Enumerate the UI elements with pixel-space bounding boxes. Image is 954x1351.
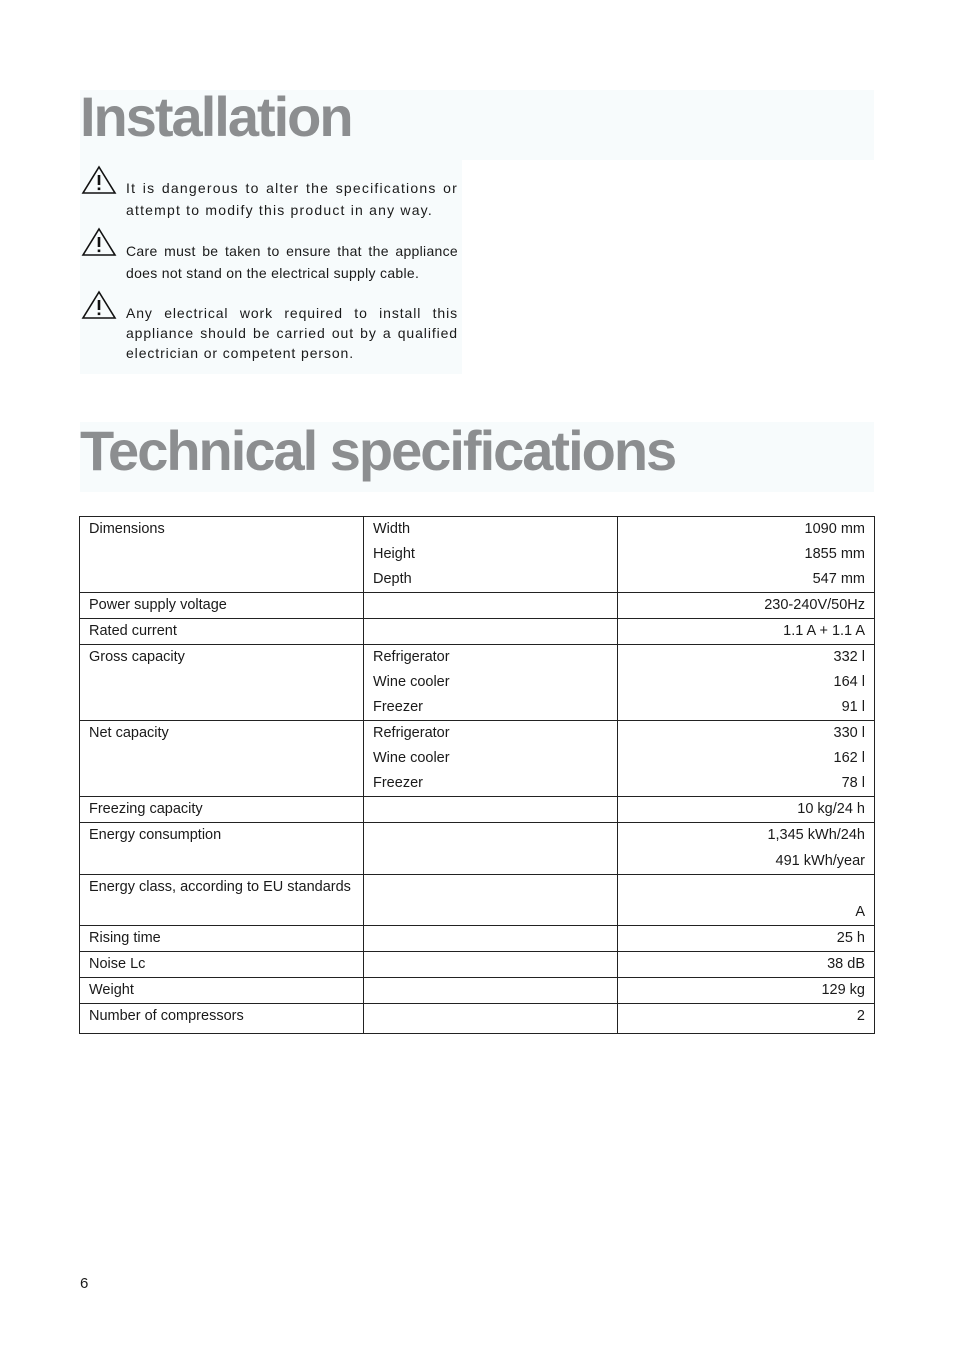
spec-row-freezing-capacity bbox=[80, 797, 875, 823]
spec-label: Noise Lc bbox=[80, 952, 364, 978]
spec-sub: Freezer bbox=[373, 699, 423, 715]
spec-sub: Refrigerator bbox=[373, 649, 450, 665]
spec-sub: Wine cooler bbox=[373, 750, 450, 766]
spec-row-rated-current bbox=[80, 619, 875, 645]
warning-text: Care must be taken to ensure that the appliance does not stand on the electrical supply cable. bbox=[126, 243, 458, 281]
spec-value: 78 l bbox=[841, 775, 865, 791]
spec-sub bbox=[364, 797, 618, 823]
spec-label: Freezing capacity bbox=[80, 797, 364, 823]
warning-text: Any electrical work required to install this appliance should be carried out by a qualified electrician or competent person. bbox=[126, 305, 458, 361]
installation-heading: Installation bbox=[80, 85, 352, 148]
spec-row-noise bbox=[80, 952, 875, 978]
spec-value: 38 dB bbox=[618, 952, 875, 978]
spec-label: Rated current bbox=[80, 619, 364, 645]
spec-label: Number of compressors bbox=[80, 1004, 364, 1034]
spec-row-power-supply bbox=[80, 593, 875, 619]
spec-row-energy-class bbox=[80, 875, 875, 926]
spec-row-compressors bbox=[80, 1004, 875, 1034]
spec-label: Gross capacity bbox=[80, 645, 364, 721]
spec-values bbox=[618, 645, 875, 721]
spec-values bbox=[618, 823, 875, 875]
spec-value: 330 l bbox=[833, 725, 865, 741]
tech-specs-heading: Technical specifications bbox=[80, 419, 676, 482]
spec-sub bbox=[364, 875, 618, 926]
spec-sub: Width bbox=[373, 521, 411, 537]
spec-value: 25 h bbox=[618, 926, 875, 952]
spec-subs bbox=[364, 517, 618, 593]
spec-row-net-capacity bbox=[80, 721, 875, 797]
spec-table bbox=[79, 516, 875, 1034]
warning-triangle-icon bbox=[81, 227, 117, 257]
spec-value: 491 kWh/year bbox=[775, 853, 865, 869]
spec-value: 91 l bbox=[841, 699, 865, 715]
spec-value: 164 l bbox=[833, 674, 865, 690]
spec-value bbox=[627, 875, 865, 900]
spec-value: 1090 mm bbox=[804, 521, 865, 537]
spec-sub: Depth bbox=[373, 571, 412, 587]
spec-value: 1,345 kWh/24h bbox=[767, 827, 865, 843]
spec-value: 10 kg/24 h bbox=[618, 797, 875, 823]
spec-sub: Height bbox=[373, 546, 415, 562]
spec-sub bbox=[364, 952, 618, 978]
spec-sub bbox=[364, 926, 618, 952]
spec-label: Net capacity bbox=[80, 721, 364, 797]
page-number: 6 bbox=[80, 1275, 89, 1292]
spec-label: Energy class, according to EU standards bbox=[80, 875, 364, 926]
spec-label: Rising time bbox=[80, 926, 364, 952]
spec-row-rising-time bbox=[80, 926, 875, 952]
spec-value: 162 l bbox=[833, 750, 865, 766]
spec-label: Weight bbox=[80, 978, 364, 1004]
spec-value: 1855 mm bbox=[804, 546, 865, 562]
spec-value: A bbox=[855, 904, 865, 920]
spec-value: 2 bbox=[618, 1004, 875, 1034]
spec-label: Energy consumption bbox=[80, 823, 364, 875]
spec-values bbox=[618, 875, 875, 926]
spec-values bbox=[618, 721, 875, 797]
warning-triangle-icon bbox=[81, 165, 117, 195]
spec-sub bbox=[364, 823, 618, 875]
spec-row-energy-consumption bbox=[80, 823, 875, 875]
spec-value: 1.1 A + 1.1 A bbox=[618, 619, 875, 645]
warning-triangle-icon bbox=[81, 290, 117, 320]
spec-value: 547 mm bbox=[812, 571, 865, 587]
spec-sub bbox=[364, 593, 618, 619]
spec-sub bbox=[364, 619, 618, 645]
warning-text: It is dangerous to alter the specifications or attempt to modify this product in any way. bbox=[126, 180, 458, 218]
spec-row-weight bbox=[80, 978, 875, 1004]
spec-value: 230-240V/50Hz bbox=[618, 593, 875, 619]
spec-label: Power supply voltage bbox=[80, 593, 364, 619]
spec-sub bbox=[364, 978, 618, 1004]
spec-label: Dimensions bbox=[80, 517, 364, 593]
spec-sub bbox=[364, 1004, 618, 1034]
spec-value: 129 kg bbox=[618, 978, 875, 1004]
spec-subs bbox=[364, 645, 618, 721]
spec-sub: Refrigerator bbox=[373, 725, 450, 741]
spec-row-gross-capacity bbox=[80, 645, 875, 721]
spec-values bbox=[618, 517, 875, 593]
spec-subs bbox=[364, 721, 618, 797]
spec-row-dimensions bbox=[80, 517, 875, 593]
spec-sub: Wine cooler bbox=[373, 674, 450, 690]
spec-sub: Freezer bbox=[373, 775, 423, 791]
spec-value: 332 l bbox=[833, 649, 865, 665]
